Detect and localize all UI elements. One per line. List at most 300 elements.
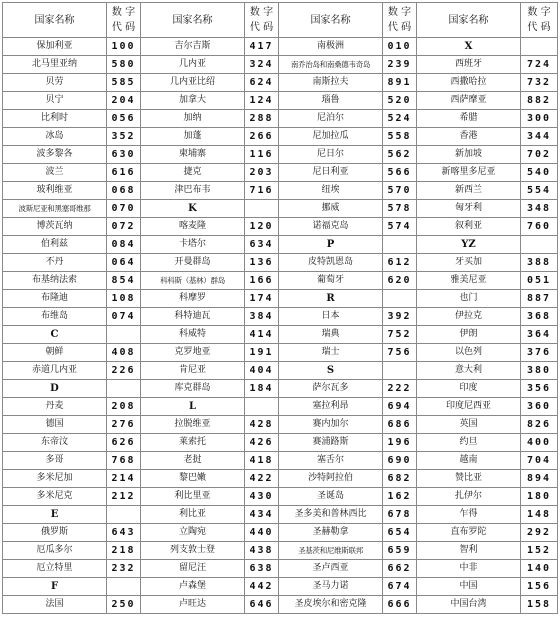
numeric-code-cell: 540 (521, 164, 558, 182)
country-name-cell: 塞拉利昂 (279, 398, 383, 416)
country-name-cell: 牙买加 (417, 254, 521, 272)
numeric-code-cell: 074 (107, 308, 141, 326)
numeric-code-cell: 624 (245, 74, 279, 92)
numeric-code-cell: 084 (107, 236, 141, 254)
country-name-cell: 比利时 (3, 110, 107, 128)
numeric-code-cell: 152 (521, 542, 558, 560)
country-name-cell: 新加坡 (417, 146, 521, 164)
country-name-cell: 新西兰 (417, 182, 521, 200)
header-country-name: 国家名称 (279, 3, 383, 38)
country-name-cell: 库克群岛 (141, 380, 245, 398)
country-name-cell: 圣皮埃尔和密克隆 (279, 596, 383, 614)
country-name-cell: 日本 (279, 308, 383, 326)
numeric-code-cell: 204 (107, 92, 141, 110)
numeric-code-cell: 324 (245, 56, 279, 74)
numeric-code-cell: 826 (521, 416, 558, 434)
numeric-code-cell (383, 290, 417, 308)
country-name-cell: 希腊 (417, 110, 521, 128)
country-name-cell: 几内亚 (141, 56, 245, 74)
country-name-cell: 瑞士 (279, 344, 383, 362)
country-name-cell: 以色列 (417, 344, 521, 362)
numeric-code-cell: 887 (521, 290, 558, 308)
table-row (3, 506, 558, 524)
table-row (3, 146, 558, 164)
numeric-code-cell: 344 (521, 128, 558, 146)
table-row (3, 416, 558, 434)
numeric-code-cell: 166 (245, 272, 279, 290)
numeric-code-cell (521, 236, 558, 254)
country-name-cell: 香港 (417, 128, 521, 146)
numeric-code-cell: 570 (383, 182, 417, 200)
numeric-code-cell: 566 (383, 164, 417, 182)
country-name-cell: 西班牙 (417, 56, 521, 74)
country-name-cell: 玻利维亚 (3, 182, 107, 200)
numeric-code-cell: 630 (107, 146, 141, 164)
numeric-code-cell: 100 (107, 38, 141, 56)
numeric-code-cell: 716 (245, 182, 279, 200)
table-row (3, 488, 558, 506)
country-name-cell: 圣赫勒拿 (279, 524, 383, 542)
country-name-cell: 匈牙利 (417, 200, 521, 218)
country-name-cell: 南乔治岛和南桑德韦奇岛 (279, 56, 383, 74)
country-name-cell: 尼加拉瓜 (279, 128, 383, 146)
table-row (3, 92, 558, 110)
numeric-code-cell (107, 578, 141, 596)
numeric-code-cell: 356 (521, 380, 558, 398)
numeric-code-cell: 620 (383, 272, 417, 290)
section-letter: S (279, 362, 383, 380)
numeric-code-cell: 643 (107, 524, 141, 542)
table-row (3, 218, 558, 236)
table-row (3, 470, 558, 488)
country-name-cell: 英国 (417, 416, 521, 434)
country-code-table-wrapper (2, 2, 557, 614)
numeric-code-cell: 760 (521, 218, 558, 236)
country-name-cell: 德国 (3, 416, 107, 434)
numeric-code-cell: 300 (521, 110, 558, 128)
numeric-code-cell: 400 (521, 434, 558, 452)
numeric-code-cell: 108 (107, 290, 141, 308)
numeric-code-cell: 418 (245, 452, 279, 470)
country-name-cell: 卢森堡 (141, 578, 245, 596)
section-letter: L (141, 398, 245, 416)
table-row (3, 362, 558, 380)
country-name-cell: 厄立特里 (3, 560, 107, 578)
country-name-cell: 叙利亚 (417, 218, 521, 236)
numeric-code-cell: 226 (107, 362, 141, 380)
numeric-code-cell: 158 (521, 596, 558, 614)
country-name-cell: 多米尼加 (3, 470, 107, 488)
numeric-code-cell: 222 (383, 380, 417, 398)
country-name-cell: 贝宁 (3, 92, 107, 110)
country-name-cell: 列支敦士登 (141, 542, 245, 560)
country-name-cell: 圣诞岛 (279, 488, 383, 506)
numeric-code-cell: 558 (383, 128, 417, 146)
numeric-code-cell: 882 (521, 92, 558, 110)
section-letter: D (3, 380, 107, 398)
country-name-cell: 卢旺达 (141, 596, 245, 614)
numeric-code-cell: 276 (107, 416, 141, 434)
country-name-cell: 赛内加尔 (279, 416, 383, 434)
numeric-code-cell: 894 (521, 470, 558, 488)
numeric-code-cell: 148 (521, 506, 558, 524)
country-name-cell: 扎伊尔 (417, 488, 521, 506)
numeric-code-cell: 376 (521, 344, 558, 362)
numeric-code-cell: 404 (245, 362, 279, 380)
country-name-cell: 波多黎各 (3, 146, 107, 164)
numeric-code-cell: 704 (521, 452, 558, 470)
country-name-cell: 加拿大 (141, 92, 245, 110)
numeric-code-cell: 674 (383, 578, 417, 596)
table-row (3, 578, 558, 596)
numeric-code-cell: 694 (383, 398, 417, 416)
numeric-code-cell: 368 (521, 308, 558, 326)
numeric-code-cell: 682 (383, 470, 417, 488)
numeric-code-cell: 891 (383, 74, 417, 92)
table-row (3, 596, 558, 614)
header-numeric-code: 数 字 代 码 (521, 3, 558, 38)
numeric-code-cell: 196 (383, 434, 417, 452)
header-numeric-code: 数 字 代 码 (245, 3, 279, 38)
numeric-code-cell: 724 (521, 56, 558, 74)
country-name-cell: 赛浦路斯 (279, 434, 383, 452)
country-name-cell: 伊拉克 (417, 308, 521, 326)
country-name-cell: 肯尼亚 (141, 362, 245, 380)
country-name-cell: 卡塔尔 (141, 236, 245, 254)
country-name-cell: 黎巴嫩 (141, 470, 245, 488)
numeric-code-cell: 288 (245, 110, 279, 128)
section-letter: YZ (417, 236, 521, 254)
numeric-code-cell: 426 (245, 434, 279, 452)
table-row (3, 236, 558, 254)
table-row (3, 398, 558, 416)
numeric-code-cell: 634 (245, 236, 279, 254)
numeric-code-cell (521, 38, 558, 56)
country-name-cell: 波兰 (3, 164, 107, 182)
country-name-cell: 圣马力诺 (279, 578, 383, 596)
numeric-code-cell: 434 (245, 506, 279, 524)
numeric-code-cell: 659 (383, 542, 417, 560)
country-name-cell: 科威特 (141, 326, 245, 344)
numeric-code-cell: 184 (245, 380, 279, 398)
numeric-code-cell: 578 (383, 200, 417, 218)
numeric-code-cell: 428 (245, 416, 279, 434)
country-name-cell: 保加利亚 (3, 38, 107, 56)
numeric-code-cell: 654 (383, 524, 417, 542)
country-name-cell: 克罗地亚 (141, 344, 245, 362)
table-row (3, 290, 558, 308)
numeric-code-cell: 612 (383, 254, 417, 272)
numeric-code-cell: 408 (107, 344, 141, 362)
country-name-cell: 津巴布韦 (141, 182, 245, 200)
numeric-code-cell: 116 (245, 146, 279, 164)
country-name-cell: 圣多美和普林西比 (279, 506, 383, 524)
table-row (3, 560, 558, 578)
table-row (3, 524, 558, 542)
country-name-cell: 塞舌尔 (279, 452, 383, 470)
country-name-cell: 也门 (417, 290, 521, 308)
country-name-cell: 圣基茨和尼维斯联邦 (279, 542, 383, 560)
country-name-cell: 捷克 (141, 164, 245, 182)
numeric-code-cell: 638 (245, 560, 279, 578)
numeric-code-cell: 585 (107, 74, 141, 92)
numeric-code-cell: 162 (383, 488, 417, 506)
table-row (3, 56, 558, 74)
country-name-cell: 开曼群岛 (141, 254, 245, 272)
table-row (3, 128, 558, 146)
country-name-cell: 沙特阿拉伯 (279, 470, 383, 488)
country-name-cell: 中国 (417, 578, 521, 596)
country-name-cell: 萨尔瓦多 (279, 380, 383, 398)
country-name-cell: 雅美尼亚 (417, 272, 521, 290)
country-name-cell: 乍得 (417, 506, 521, 524)
section-letter: C (3, 326, 107, 344)
country-name-cell: 厄瓜多尔 (3, 542, 107, 560)
numeric-code-cell (107, 380, 141, 398)
country-name-cell: 纽埃 (279, 182, 383, 200)
table-row (3, 308, 558, 326)
country-name-cell: 丹麦 (3, 398, 107, 416)
country-name-cell: 布隆迪 (3, 290, 107, 308)
numeric-code-cell: 360 (521, 398, 558, 416)
numeric-code-cell: 646 (245, 596, 279, 614)
country-name-cell: 印度尼西亚 (417, 398, 521, 416)
numeric-code-cell: 070 (107, 200, 141, 218)
country-name-cell: 智利 (417, 542, 521, 560)
country-name-cell: 圣卢西亚 (279, 560, 383, 578)
numeric-code-cell: 574 (383, 218, 417, 236)
country-name-cell: 拉脱维亚 (141, 416, 245, 434)
table-row (3, 110, 558, 128)
header-numeric-code: 数 字 代 码 (107, 3, 141, 38)
table-row (3, 254, 558, 272)
country-name-cell: 伊朗 (417, 326, 521, 344)
country-name-cell: 南斯拉夫 (279, 74, 383, 92)
numeric-code-cell: 524 (383, 110, 417, 128)
numeric-code-cell: 051 (521, 272, 558, 290)
numeric-code-cell: 180 (521, 488, 558, 506)
country-name-cell: 几内亚比绍 (141, 74, 245, 92)
numeric-code-cell: 364 (521, 326, 558, 344)
country-name-cell: 多米尼克 (3, 488, 107, 506)
numeric-code-cell: 250 (107, 596, 141, 614)
country-name-cell: 印度 (417, 380, 521, 398)
country-name-cell: 加蓬 (141, 128, 245, 146)
numeric-code-cell (383, 362, 417, 380)
numeric-code-cell: 348 (521, 200, 558, 218)
numeric-code-cell: 203 (245, 164, 279, 182)
numeric-code-cell: 626 (107, 434, 141, 452)
table-row (3, 272, 558, 290)
country-name-cell: 冰岛 (3, 128, 107, 146)
numeric-code-cell: 854 (107, 272, 141, 290)
section-letter: R (279, 290, 383, 308)
section-letter: X (417, 38, 521, 56)
numeric-code-cell: 417 (245, 38, 279, 56)
numeric-code-cell: 191 (245, 344, 279, 362)
numeric-code-cell: 208 (107, 398, 141, 416)
table-body (3, 38, 558, 614)
country-name-cell: 皮特凯恩岛 (279, 254, 383, 272)
numeric-code-cell (107, 326, 141, 344)
table-row (3, 434, 558, 452)
country-name-cell: 瑙鲁 (279, 92, 383, 110)
country-name-cell: 赤道几内亚 (3, 362, 107, 380)
numeric-code-cell: 266 (245, 128, 279, 146)
country-name-cell: 柬埔寨 (141, 146, 245, 164)
country-name-cell: 科摩罗 (141, 290, 245, 308)
numeric-code-cell: 442 (245, 578, 279, 596)
numeric-code-cell: 702 (521, 146, 558, 164)
numeric-code-cell: 218 (107, 542, 141, 560)
numeric-code-cell: 580 (107, 56, 141, 74)
section-letter: F (3, 578, 107, 596)
numeric-code-cell: 666 (383, 596, 417, 614)
numeric-code-cell (245, 398, 279, 416)
country-name-cell: 中非 (417, 560, 521, 578)
country-name-cell: 不丹 (3, 254, 107, 272)
country-name-cell: 尼日尔 (279, 146, 383, 164)
numeric-code-cell: 214 (107, 470, 141, 488)
numeric-code-cell: 430 (245, 488, 279, 506)
country-name-cell: 科特迪瓦 (141, 308, 245, 326)
table-row (3, 344, 558, 362)
table-row (3, 326, 558, 344)
table-row (3, 38, 558, 56)
country-name-cell: 新喀里多尼亚 (417, 164, 521, 182)
numeric-code-cell: 392 (383, 308, 417, 326)
table-row (3, 200, 558, 218)
numeric-code-cell: 678 (383, 506, 417, 524)
country-name-cell: 中国台湾 (417, 596, 521, 614)
table-row (3, 164, 558, 182)
numeric-code-cell: 232 (107, 560, 141, 578)
country-name-cell: 约旦 (417, 434, 521, 452)
numeric-code-cell: 064 (107, 254, 141, 272)
numeric-code-cell: 174 (245, 290, 279, 308)
numeric-code-cell: 212 (107, 488, 141, 506)
numeric-code-cell: 520 (383, 92, 417, 110)
section-letter: E (3, 506, 107, 524)
country-name-cell: 挪威 (279, 200, 383, 218)
numeric-code-cell: 732 (521, 74, 558, 92)
country-name-cell: 葡萄牙 (279, 272, 383, 290)
numeric-code-cell: 120 (245, 218, 279, 236)
section-letter: P (279, 236, 383, 254)
numeric-code-cell: 388 (521, 254, 558, 272)
country-name-cell: 多哥 (3, 452, 107, 470)
country-name-cell: 留尼汪 (141, 560, 245, 578)
country-name-cell: 东帝汶 (3, 434, 107, 452)
numeric-code-cell (107, 506, 141, 524)
country-name-cell: 尼日利亚 (279, 164, 383, 182)
numeric-code-cell: 292 (521, 524, 558, 542)
country-name-cell: 利比亚 (141, 506, 245, 524)
table-row (3, 74, 558, 92)
country-name-cell: 瑞典 (279, 326, 383, 344)
country-name-cell: 赞比亚 (417, 470, 521, 488)
numeric-code-cell (383, 236, 417, 254)
numeric-code-cell: 352 (107, 128, 141, 146)
country-name-cell: 法国 (3, 596, 107, 614)
country-name-cell: 科科斯（基林）群岛 (141, 272, 245, 290)
section-letter: K (141, 200, 245, 218)
numeric-code-cell: 756 (383, 344, 417, 362)
numeric-code-cell: 686 (383, 416, 417, 434)
numeric-code-cell: 752 (383, 326, 417, 344)
country-name-cell: 西萨摩亚 (417, 92, 521, 110)
table-row (3, 182, 558, 200)
numeric-code-cell: 380 (521, 362, 558, 380)
numeric-code-cell: 440 (245, 524, 279, 542)
country-name-cell: 老挝 (141, 452, 245, 470)
country-name-cell: 莱索托 (141, 434, 245, 452)
header-country-name: 国家名称 (141, 3, 245, 38)
country-name-cell: 立陶宛 (141, 524, 245, 542)
table-row (3, 452, 558, 470)
country-name-cell: 贝劳 (3, 74, 107, 92)
numeric-code-cell: 068 (107, 182, 141, 200)
country-name-cell: 意大利 (417, 362, 521, 380)
numeric-code-cell: 056 (107, 110, 141, 128)
country-name-cell: 伯利兹 (3, 236, 107, 254)
country-name-cell: 布维岛 (3, 308, 107, 326)
country-name-cell: 喀麦隆 (141, 218, 245, 236)
country-name-cell: 朝鲜 (3, 344, 107, 362)
country-name-cell: 直布罗陀 (417, 524, 521, 542)
country-name-cell: 加纳 (141, 110, 245, 128)
country-name-cell: 诺福克岛 (279, 218, 383, 236)
header-country-name: 国家名称 (417, 3, 521, 38)
numeric-code-cell (245, 200, 279, 218)
numeric-code-cell: 438 (245, 542, 279, 560)
numeric-code-cell: 072 (107, 218, 141, 236)
country-name-cell: 波斯尼亚和黑塞哥维那 (3, 200, 107, 218)
numeric-code-cell: 136 (245, 254, 279, 272)
numeric-code-cell: 768 (107, 452, 141, 470)
header-numeric-code: 数 字 代 码 (383, 3, 417, 38)
header-country-name: 国家名称 (3, 3, 107, 38)
country-name-cell: 越南 (417, 452, 521, 470)
numeric-code-cell: 422 (245, 470, 279, 488)
header-row (3, 3, 558, 38)
numeric-code-cell: 140 (521, 560, 558, 578)
numeric-code-cell: 616 (107, 164, 141, 182)
country-name-cell: 北马里亚纳 (3, 56, 107, 74)
country-code-table (2, 2, 558, 614)
numeric-code-cell: 010 (383, 38, 417, 56)
numeric-code-cell: 690 (383, 452, 417, 470)
numeric-code-cell: 562 (383, 146, 417, 164)
numeric-code-cell: 239 (383, 56, 417, 74)
numeric-code-cell: 156 (521, 578, 558, 596)
numeric-code-cell: 414 (245, 326, 279, 344)
country-name-cell: 吉尔吉斯 (141, 38, 245, 56)
country-name-cell: 布基纳法索 (3, 272, 107, 290)
country-name-cell: 西撒哈拉 (417, 74, 521, 92)
numeric-code-cell: 384 (245, 308, 279, 326)
table-row (3, 542, 558, 560)
numeric-code-cell: 554 (521, 182, 558, 200)
country-name-cell: 南极洲 (279, 38, 383, 56)
numeric-code-cell: 124 (245, 92, 279, 110)
country-name-cell: 俄罗斯 (3, 524, 107, 542)
country-name-cell: 尼泊尔 (279, 110, 383, 128)
numeric-code-cell: 662 (383, 560, 417, 578)
country-name-cell: 利比里亚 (141, 488, 245, 506)
table-row (3, 380, 558, 398)
country-name-cell: 博茨瓦纳 (3, 218, 107, 236)
